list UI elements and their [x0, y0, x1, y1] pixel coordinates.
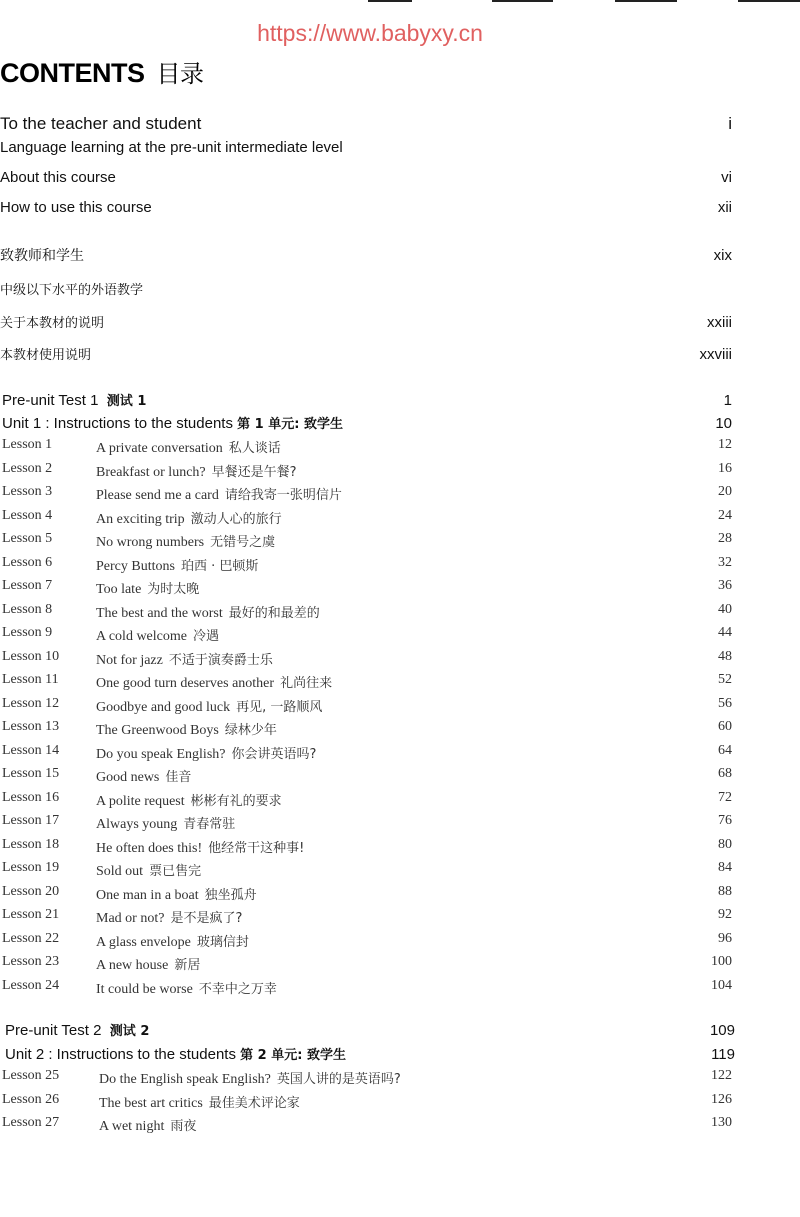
lesson-row[interactable] — [2, 437, 732, 455]
lesson-number: Lesson 11 — [2, 672, 59, 687]
lesson-title-cn: 是不是疯了? — [170, 911, 243, 926]
lesson-row[interactable] — [2, 578, 732, 596]
lesson-title: Good news — [96, 770, 160, 785]
title-en: CONTENTS — [0, 58, 145, 88]
lesson-title-group — [96, 743, 316, 763]
lesson-row[interactable] — [2, 719, 732, 737]
lesson-number: Lesson 27 — [2, 1115, 60, 1130]
toc-entry-label: 关于本教材的说明 — [0, 316, 105, 331]
lesson-page: 104 — [711, 977, 732, 993]
lesson-title-cn: 绿林少年 — [224, 723, 277, 738]
test-entry[interactable] — [5, 1020, 735, 1039]
lesson-title-cn: 最好的和最差的 — [228, 605, 320, 621]
lesson-title-group — [96, 625, 219, 645]
lesson-number: Lesson 16 — [2, 789, 60, 805]
lesson-title: Please send me a card — [96, 488, 219, 503]
lesson-title-group — [99, 1115, 196, 1135]
lesson-title: The best and the worst — [96, 605, 223, 621]
lesson-title: A wet night — [99, 1119, 165, 1134]
lesson-title: He often does this! — [96, 840, 203, 856]
lesson-page: 96 — [718, 930, 732, 946]
lesson-title-cn: 冷遇 — [192, 629, 219, 644]
lesson-number: Lesson 5 — [2, 531, 53, 546]
lesson-title: A cold welcome — [96, 629, 187, 644]
test-label: Pre-unit Test 2 测试 2 — [5, 1022, 150, 1039]
lesson-row[interactable] — [2, 484, 732, 502]
lesson-title: Do the English speak English? — [99, 1072, 271, 1087]
toc-entry[interactable] — [0, 199, 732, 216]
lesson-title-group — [96, 954, 200, 974]
lesson-title-cn: 佳音 — [165, 770, 192, 785]
lesson-title: Percy Buttons — [96, 558, 175, 574]
lesson-row[interactable] — [2, 1068, 732, 1086]
lesson-row[interactable] — [2, 672, 732, 690]
top-rule — [615, 0, 677, 2]
toc-entry-page: xxviii — [699, 346, 732, 363]
toc-entry[interactable] — [0, 344, 732, 363]
lesson-title: A new house — [96, 958, 169, 973]
lesson-number: Lesson 18 — [2, 836, 60, 852]
lesson-page: 72 — [718, 789, 732, 805]
lesson-title-group — [96, 790, 282, 810]
lesson-page: 36 — [718, 578, 732, 593]
lesson-number: Lesson 15 — [2, 766, 60, 781]
toc-entry-label: How to use this course — [0, 199, 152, 216]
lesson-number: Lesson 20 — [2, 883, 60, 899]
lesson-number: Lesson 12 — [2, 695, 60, 711]
lesson-number: Lesson 19 — [2, 860, 60, 875]
lesson-number: Lesson 14 — [2, 742, 60, 758]
lesson-page: 64 — [718, 742, 732, 758]
toc-entry[interactable] — [0, 114, 732, 134]
lesson-title-cn: 他经常干这种事! — [208, 840, 305, 856]
lesson-row[interactable] — [2, 696, 732, 714]
toc-entry[interactable] — [0, 279, 732, 298]
lesson-title-cn: 彬彬有礼的要求 — [190, 793, 282, 809]
lesson-title-cn: 珀西 · 巴顿斯 — [180, 558, 259, 574]
lesson-number: Lesson 10 — [2, 648, 60, 664]
lesson-title-group — [96, 602, 320, 622]
lesson-title-group — [96, 649, 273, 669]
lesson-page: 44 — [718, 625, 732, 640]
lesson-row[interactable] — [2, 461, 732, 479]
lesson-row[interactable] — [2, 508, 732, 526]
lesson-title-group — [96, 860, 201, 880]
lesson-row[interactable] — [2, 931, 732, 949]
lesson-page: 92 — [718, 907, 732, 922]
lesson-title: One good turn deserves another — [96, 676, 275, 691]
lesson-title-group — [96, 696, 322, 716]
toc-entry[interactable] — [0, 169, 732, 186]
lesson-title-group — [96, 484, 342, 504]
lesson-number: Lesson 21 — [2, 907, 60, 922]
lesson-title-group — [96, 978, 277, 998]
lesson-row[interactable] — [2, 625, 732, 643]
toc-entry-page: i — [728, 114, 732, 133]
lesson-page: 130 — [711, 1115, 732, 1130]
lesson-title-cn: 最佳美术评论家 — [208, 1095, 300, 1111]
lesson-number: Lesson 1 — [2, 437, 53, 452]
lesson-title: The Greenwood Boys — [96, 723, 219, 738]
lesson-row[interactable] — [2, 884, 732, 902]
lesson-page: 126 — [711, 1091, 732, 1107]
lesson-title-group — [96, 931, 249, 951]
lesson-title-group — [96, 907, 242, 927]
lesson-title-cn: 雨夜 — [170, 1119, 197, 1134]
lesson-title-cn: 新居 — [174, 958, 201, 973]
lesson-number: Lesson 22 — [2, 930, 60, 946]
lesson-number: Lesson 8 — [2, 601, 53, 617]
lesson-title-cn: 私人谈话 — [228, 441, 281, 456]
lesson-number: Lesson 2 — [2, 460, 53, 476]
unit-label: Unit 1 : Instructions to the students 第 1 单元: 致学生 — [2, 415, 343, 432]
lesson-title: No wrong numbers — [96, 535, 205, 550]
lesson-title-group — [96, 555, 258, 575]
lesson-row[interactable] — [2, 531, 732, 549]
lesson-title: The best art critics — [99, 1095, 203, 1111]
toc-entry-page: vi — [721, 169, 732, 186]
test-label: Pre-unit Test 1 测试 1 — [2, 392, 147, 409]
lesson-page: 52 — [718, 672, 732, 687]
lesson-title-cn: 请给我寄一张明信片 — [224, 488, 342, 503]
lesson-page: 76 — [718, 813, 732, 828]
lesson-title-cn: 独坐孤舟 — [204, 887, 257, 903]
toc-entry-label: About this course — [0, 169, 116, 186]
lesson-title-cn: 礼尚往来 — [280, 676, 333, 691]
lesson-title-cn: 无错号之虞 — [210, 535, 276, 550]
toc-entry-label: To the teacher and student — [0, 114, 202, 133]
lesson-page: 24 — [718, 507, 732, 523]
lesson-title-cn: 早餐还是午餐? — [211, 464, 297, 480]
unit-entry[interactable] — [5, 1044, 735, 1063]
top-rule — [738, 0, 800, 2]
unit-page: 10 — [715, 415, 732, 432]
lesson-row[interactable] — [2, 1092, 732, 1110]
lesson-number: Lesson 6 — [2, 554, 53, 570]
lesson-title: Do you speak English? — [96, 746, 226, 762]
lesson-number: Lesson 24 — [2, 977, 60, 993]
toc-entry-label: Language learning at the pre-unit intermediate level — [0, 139, 343, 156]
lesson-title-cn: 票已售完 — [149, 864, 202, 879]
lesson-title-cn: 你会讲英语吗? — [231, 746, 317, 762]
lesson-row[interactable] — [2, 907, 732, 925]
lesson-title: An exciting trip — [96, 511, 185, 527]
lesson-number: Lesson 7 — [2, 578, 53, 593]
lesson-title-cn: 为时太晚 — [147, 582, 200, 597]
lesson-number: Lesson 9 — [2, 625, 53, 640]
unit-label: Unit 2 : Instructions to the students 第 2 单元: 致学生 — [5, 1046, 346, 1063]
lesson-page: 48 — [718, 648, 732, 664]
lesson-title: A private conversation — [96, 441, 223, 456]
test-entry[interactable] — [2, 390, 732, 409]
lesson-number: Lesson 26 — [2, 1091, 60, 1107]
lesson-row[interactable] — [2, 860, 732, 878]
lesson-title-cn: 玻璃信封 — [196, 934, 249, 950]
lesson-title-cn: 不适于演奏爵士乐 — [168, 652, 273, 668]
title-cn: 目录 — [156, 60, 204, 88]
unit-entry[interactable] — [2, 413, 732, 432]
lesson-title-cn: 不幸中之万幸 — [198, 981, 277, 997]
lesson-title-group — [96, 437, 281, 457]
toc-entry-page: xxiii — [707, 314, 732, 331]
toc-entry-page: xix — [713, 247, 732, 264]
lesson-number: Lesson 13 — [2, 719, 60, 734]
lesson-page: 80 — [718, 836, 732, 852]
lesson-title-group — [96, 837, 304, 857]
lesson-page: 40 — [718, 601, 732, 617]
lesson-title-group — [96, 508, 282, 528]
lesson-title-group — [96, 531, 275, 551]
lesson-number: Lesson 23 — [2, 954, 60, 969]
lesson-title-group — [96, 719, 277, 739]
top-rule — [368, 0, 412, 2]
watermark: https://www.babyxy.cn — [257, 20, 483, 46]
lesson-row[interactable] — [2, 790, 732, 808]
lesson-number: Lesson 3 — [2, 484, 53, 499]
lesson-title: Breakfast or lunch? — [96, 464, 206, 480]
toc-entry[interactable] — [0, 245, 732, 265]
toc-entry[interactable] — [0, 312, 732, 331]
lesson-title-cn: 激动人心的旅行 — [190, 511, 282, 527]
lesson-title-cn: 再见, 一路顺风 — [236, 699, 323, 715]
lesson-title-cn: 青春常驻 — [183, 817, 236, 832]
lesson-title: One man in a boat — [96, 887, 199, 903]
lesson-row[interactable] — [2, 766, 732, 784]
lesson-page: 88 — [718, 883, 732, 899]
lesson-title: It could be worse — [96, 981, 193, 997]
lesson-title-group — [99, 1068, 401, 1088]
lesson-title-cn: 英国人讲的是英语吗? — [276, 1072, 401, 1087]
lesson-title-group — [96, 672, 332, 692]
lesson-page: 16 — [718, 460, 732, 476]
lesson-row[interactable] — [2, 978, 732, 996]
lesson-page: 84 — [718, 860, 732, 875]
lesson-title: Too late — [96, 582, 142, 597]
lesson-row[interactable] — [2, 649, 732, 667]
lesson-page: 28 — [718, 531, 732, 546]
lesson-page: 20 — [718, 484, 732, 499]
lesson-title: A polite request — [96, 793, 185, 809]
test-page: 109 — [709, 1022, 735, 1039]
lesson-row[interactable] — [2, 813, 732, 831]
lesson-title-group — [96, 813, 235, 833]
lesson-page: 12 — [718, 437, 732, 452]
toc-entry[interactable] — [0, 139, 732, 156]
test-page: 1 — [723, 392, 732, 409]
page-title — [0, 54, 204, 89]
lesson-page: 122 — [711, 1068, 732, 1083]
lesson-page: 56 — [718, 695, 732, 711]
lesson-row[interactable] — [2, 555, 732, 573]
lesson-page: 60 — [718, 719, 732, 734]
lesson-title-group — [96, 884, 257, 904]
lesson-row[interactable] — [2, 954, 732, 972]
toc-entry-page: xii — [717, 199, 732, 216]
unit-page: 119 — [711, 1046, 735, 1063]
toc-entry-label: 中级以下水平的外语教学 — [0, 283, 144, 298]
lesson-number: Lesson 25 — [2, 1068, 60, 1083]
lesson-title: Mad or not? — [96, 911, 165, 926]
top-rule — [492, 0, 553, 2]
lesson-row[interactable] — [2, 743, 732, 761]
lesson-page: 32 — [718, 554, 732, 570]
toc-entry-label: 本教材使用说明 — [0, 348, 92, 363]
toc-entry-label: 致教师和学生 — [0, 248, 84, 264]
lesson-title: Always young — [96, 817, 178, 832]
lesson-page: 68 — [718, 766, 732, 781]
lesson-title-group — [96, 461, 297, 481]
lesson-title-group — [99, 1092, 300, 1112]
lesson-title-group — [96, 766, 191, 786]
lesson-page: 100 — [711, 954, 732, 969]
lesson-row[interactable] — [2, 602, 732, 620]
lesson-title-group — [96, 578, 199, 598]
lesson-title: Sold out — [96, 864, 144, 879]
lesson-title: Not for jazz — [96, 652, 163, 668]
lesson-row[interactable] — [2, 1115, 732, 1133]
lesson-title: A glass envelope — [96, 934, 191, 950]
lesson-row[interactable] — [2, 837, 732, 855]
lesson-number: Lesson 4 — [2, 507, 53, 523]
lesson-number: Lesson 17 — [2, 813, 60, 828]
lesson-title: Goodbye and good luck — [96, 699, 231, 715]
